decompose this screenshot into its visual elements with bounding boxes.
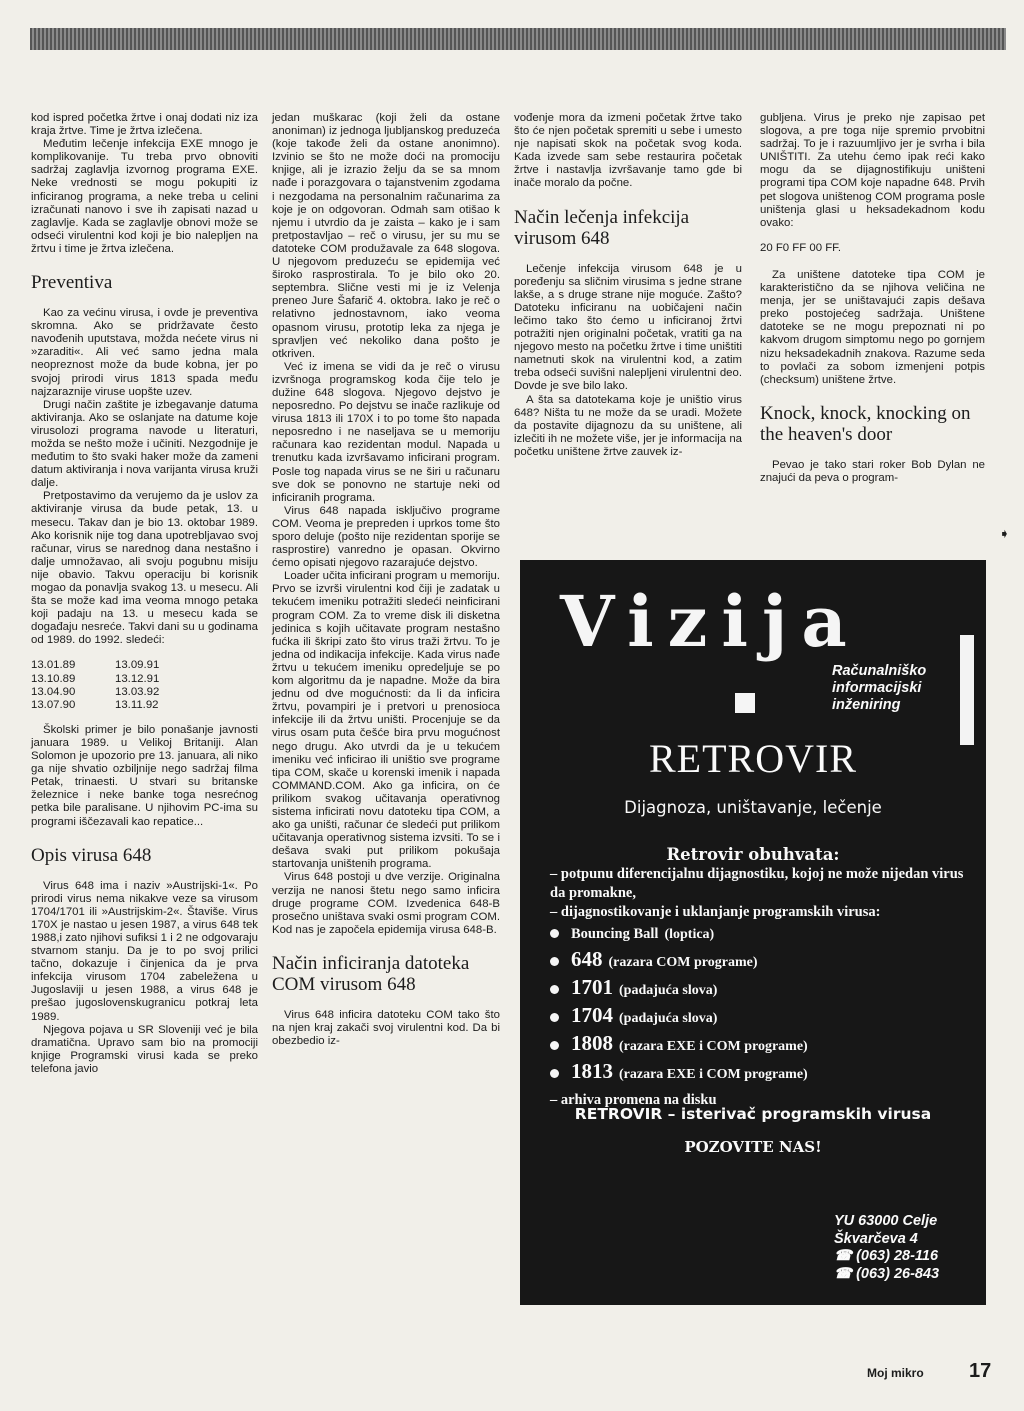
date-cell: 13.12.91 <box>115 672 160 685</box>
heading-nacin-inficiranja: Način inficiranja datoteka COM virusom 648 <box>272 952 470 995</box>
virus-name: 1701 <box>571 975 613 999</box>
company-tagline <box>832 663 926 714</box>
date-cell: 13.01.89 <box>31 659 76 672</box>
paragraph: Virus 648 postoji u dve verzije. Originalna verzija ne nanosi štetu nego samo inficira druge programe COM. Izvedenica 648-B prosečno uništava svaki osmi program COM. Kod nas je započela epidemija virusa 648-B. <box>272 871 500 936</box>
date-cell: 13.10.89 <box>31 672 76 685</box>
phone-line: ☎ (063) 26-843 <box>834 1265 940 1282</box>
call-to-action: POZOVITE NAS! <box>684 1138 822 1156</box>
virus-note: (razara COM programe) <box>608 955 758 970</box>
features-list <box>550 865 970 1110</box>
ad-slogan: RETROVIR – isterivač programskih virusa <box>574 1105 932 1123</box>
tagline-line: informacijski <box>832 680 922 696</box>
paragraph: Virus 648 ima i naziv »Austrijski-1«. Po prirodi virus nema nikakve veze sa virusom 1704/1701 ili »Austrijskim-2«. Štaviše. Virus 170X je nastao u jesen 1987, a virus 648 tek 1988,i zato njihovi sufiksi 1 i 2 ne odgovaraju stvarnom stanju. Da je to po svoj prilici tačno, dokazuje i činjenica da je prva infekcija virusom 1704 zabeležena u Jugoslaviji u jesen 1988, a virus 648 je prešao jugoslovenskugranicu potkraj leta 1989. <box>31 879 258 1023</box>
paragraph: vođenje mora da izmeni početak žrtve tako što će njen početak spremiti u sebe i umesto nje napisati skok na početak svog koda. Kada izvede sam sebe restaurira početak žrtve i nastavlja izvršavanje tamo gde bi inače moralo da počne. <box>514 112 742 190</box>
heading-knock-knock: Knock, knock, knocking on the heaven's door <box>760 402 971 445</box>
virus-bullet <box>550 1031 970 1059</box>
feature-line: – potpunu diferencijalnu dijagnostiku, kojoj ne može nijedan virus da promakne, <box>550 866 964 901</box>
bullet-dot-icon <box>550 1041 559 1050</box>
virus-bullet <box>550 1003 970 1031</box>
date-cell: 13.04.90 <box>31 685 76 698</box>
feature-line: – arhiva promena na disku <box>550 1092 717 1108</box>
tagline-line: Računalniško <box>832 663 927 679</box>
phone-line: ☎ (063) 28-116 <box>834 1248 939 1264</box>
virus-name: 1808 <box>571 1031 613 1055</box>
virus-note: (padajuća slova) <box>619 1011 718 1026</box>
bullet-dot-icon <box>550 929 559 938</box>
paragraph: Školski primer je bilo ponašanje javnosti januara 1989. u Velikoj Britaniji. Alan Solomon je upozorio pre 13. januara, ali niko ga nije shvatio ozbiljnije nego sadržaj filma Petak, trinaesti. U stvari su britanske železnice i neke banke toga nesrećnog petka bile paralisane. U njihovim PC-ima su programi iščezavali kao repatice... <box>31 723 258 828</box>
date-cell: 13.09.91 <box>115 659 160 672</box>
dates-table <box>31 659 258 711</box>
paragraph: Za uništene datoteke tipa COM je karakteristično da se njihova veličina ne menja, jer se uništavajući zapis dešava preko postojećeg sadržaja. Uništene datoteke se ne mogu prepoznati ni po kakvom drugom simptomu nego po gornjem nizu heksadekadnih znakova. Razume seda to povlači za sobom izmenjeni potpis (checksum) uništene žrtve. <box>760 268 985 386</box>
paragraph: Pretpostavimo da verujemo da je uslov za aktiviranje virusa da bude petak, 13. u mesecu. Takav dan je bio 13. oktobar 1989. Ako korisnik nije tog dana upotrebljavao svoj računar, virus se narednog dana nestašno i dalje umnožavao, ali svoju pogubnu misiju nije obavio. Takvu operaciju bi korisnik mogao da ponavlja svakog 13. u mesecu. Ali šta se može kad ima veoma mnogo petaka koji padaju na 13. u mesecu kada se događaju nesreće. Takvi dani su u godinama od 1989. do 1992. sledeći: <box>31 490 258 647</box>
virus-bullet <box>550 922 970 947</box>
virus-note: (razara EXE i COM programe) <box>619 1067 808 1082</box>
column-4 <box>760 112 985 485</box>
virus-note: (razara EXE i COM programe) <box>619 1039 808 1054</box>
bullet-dot-icon <box>550 957 559 966</box>
paragraph: Pevao je tako stari roker Bob Dylan ne znajući da peva o program- <box>760 458 985 484</box>
paragraph: Virus 648 inficira datoteku COM tako što na njen kraj zakači svoj virulentni kod. Da bi obezbedio iz- <box>272 1008 500 1048</box>
covers-title: Retrovir obuhvata: <box>666 845 840 864</box>
address-line: YU 63000 Celje <box>834 1213 938 1229</box>
logo-square-decoration <box>735 693 755 713</box>
continue-arrow-icon: ➧ <box>999 526 1010 541</box>
paragraph: Već iz imena se vidi da je reč o virusu izvršnoga programskog koda čije telo je dužine 648 slogova. Njegovo dejstvo je neposredno. Po dejstvu se inače razlikuje od virusa 1813 ili 170X i to po tome što napada neposredno i ne naseljava se u memoriju računara kao rezidentan modul. Napada u trenutku kada izvršavamo inficirani program. Posle tog napada virus se ne širi u računaru sve dok se ponovno ne startuje neki od inficiranih programa. <box>272 360 500 504</box>
column-1 <box>31 112 258 1076</box>
paragraph: Lečenje infekcija virusom 648 je u poređenju sa sličnim virusima s jedne strane lakše, a s druge strane nije moguće. Zašto? Datoteku inficiranu na uobičajeni način lečimo tako što ćemo u inficiranoj žrtvi potražiti njen originalni početak, vratiti ga na njegovo mesto na početku žrtve i time uništiti nametnuti skok na virulentni kod, a zatim treba odseći suvišni nalepljeni virulentni deo. Dovde je sve bilo lako. <box>514 262 742 393</box>
product-subtitle: Dijagnoza, uništavanje, lečenje <box>624 798 882 817</box>
date-cell: 13.07.90 <box>31 698 76 711</box>
product-name: RETROVIR <box>649 736 857 781</box>
bullet-dot-icon <box>550 1013 559 1022</box>
virus-bullet <box>550 1059 970 1087</box>
address-line: Škvarčeva 4 <box>834 1230 918 1247</box>
virus-name: 648 <box>571 947 603 971</box>
paragraph: jedan muškarac (koji želi da ostane anoniman) iz jednoga ljubljanskog preduzeća (koje takođe želi da ostane anonimno). Izvinio se što ne može doći na promociju knjige, ali je izrazio želju da se sa mnom nađe i porazgovara o tajanstvenim zgodama i nezgodama na personalnim računarima za koje je on odgovoran. Odmah sam otišao k njemu i utvrdio da je zaista – kako je i sam pretpostavljao – reč o virusu, jer su mu se datoteke COM produžavale za 648 slogova. U njegovom preduzeću se epidemija već široko rasprostirala. To je bilo oko 20. septembra. Slične vesti mi je iz Velenja preneo Jure Šafarič 4. oktobra. Iako je reč o relativno jednostavnom, iako veoma opasnom virusu, prototip leka za njega je spravljen već nekoliko dana pošto je otkriven. <box>272 112 500 360</box>
contact-address <box>834 1213 939 1283</box>
bullet-dot-icon <box>550 985 559 994</box>
paragraph: Loader učita inficirani program u memoriju. Prvo se izvrši virulentni kod čiji je zadatak u tekućem imeniku potražiti sledeći neinficirani program COM. Za to vreme disk ili disketna jedinica s kojih učitavate program nestašno fućka ili škripi zato što virus traži žrtvu. To je jedna od indikacija infekcije. Kada virus nađe žrtvu u tekućem imeniku opredeljuje se po kom algoritmu da je napadne. Može da bira jednu od dve mogućnosti: da li da inficira žrtvu, povampiri je i pretvori u prenosioca infekcije ili da žrtvu uništi. Procenjuje se da virus osam puta češće bira prvu mogućnost nego drugu. Ako utvrdi da je u tekućem imeniku već inficirao ili uništio sve programe tipa COM, skače u korenski imenik i napada COMMAND.COM. Ako ga inficira, on će prilikom svakog učitavanja operativnog sistema inficirati novu datoteku tipa COM, a ako ga uništi, računar će sledeći put prilikom učitavanja operativnog sistema izvsiti. To se i dešava svaki put prilikom pokušaja startovanja uništenih programa. <box>272 570 500 871</box>
virus-note: (padajuća slova) <box>619 983 718 998</box>
top-rule-bar <box>30 28 1006 50</box>
heading-nacin-lecenja: Način lečenja infekcija virusom 648 <box>514 206 690 249</box>
logo-bar-decoration <box>960 635 974 745</box>
virus-bullet <box>550 975 970 1003</box>
hex-code: 20 F0 FF 00 FF. <box>760 241 842 254</box>
paragraph: Drugi način zaštite je izbegavanje datuma aktiviranja. Ako se oslanjate na datume koje virusolozi programa navode u literaturi, možda se nešto može i učiniti. Nezgodnije je međutim to što svaki haker može da zameni datum aktiviranja i nova varijanta virusa kruži dalje. <box>31 398 258 490</box>
retrovir-advertisement <box>520 560 986 1305</box>
virus-name: 1813 <box>571 1059 613 1083</box>
bullet-dot-icon <box>550 1069 559 1078</box>
paragraph: Međutim lečenje infekcija EXE mnogo je komplikovanije. Tu treba prvo obnoviti sadržaj zaglavlja izvornog programa EXE. Neke vrednosti se mogu pokupiti iz inficiranog programa, a neke treba u celini izračunati nanovo i sve ih zapisati nazad u zaglavlje. Kada se zaglavlje obnovi može se odseći virulentni kod koji je bio nalepljen na žrtvu i time je žrtva izlečena. <box>31 138 258 255</box>
virus-bullet <box>550 947 970 975</box>
virus-name: Bouncing Ball <box>571 926 659 942</box>
paragraph: A šta sa datotekama koje je uništio virus 648? Ništa tu ne može da se uradi. Možete da postavite dijagnozu da su uništene, ali izlečiti ih ne možete više, jer je informacija na početku uništene žrtve zauvek iz- <box>514 393 742 458</box>
paragraph: Virus 648 napada isključivo programe COM. Veoma je prepreden i uprkos tome što sporo deluje (pošto nije rezidentan sporije se rasprostire) vanredno je opasan. Okvirno ćemo opisati njegovo razarajuće dejstvo. <box>272 504 500 570</box>
feature-line: – dijagnostikovanje i uklanjanje programskih virusa: <box>550 904 881 920</box>
paragraph: gubljena. Virus je preko nje zapisao pet slogova, a pre toga nije spremio prvobitni sadržaj. To je i razuumljivo jer je svrha i bila UNIŠTITI. Za utehu ćemo ipak reći kako mogu da se dijagnostifikuju uništeni programi tipa COM koje napadne 648. Prvih pet slogova uništenog COM programa posle uništenja glasi u heksadekadnom kodu ovako: <box>760 112 985 229</box>
date-cell: 13.11.92 <box>115 698 159 711</box>
heading-opis-virusa: Opis virusa 648 <box>31 844 152 866</box>
magazine-name: Moj mikro <box>867 1366 924 1380</box>
paragraph: Kao za većinu virusa, i ovde je preventiva skromna. Ako se pridržavate često navođenih uputstava, možda nećete virus ni »zaraditi«. Ali već samo jedna mala neopreznost može da bude kobna, jer po svojoj prirodi virus 1813 spada među najzaraznije viruse uopšte uzev. <box>31 307 258 398</box>
virus-name: 1704 <box>571 1003 613 1027</box>
heading-preventiva: Preventiva <box>31 272 113 294</box>
virus-note: (loptica) <box>664 927 715 942</box>
tagline-line: inženiring <box>832 697 901 713</box>
paragraph: kod ispred početka žrtve i onaj dodati niz iza kraja žrtve. Time je žrtva izlečena. <box>31 112 258 138</box>
page-number: 17 <box>969 1360 992 1382</box>
column-2 <box>272 112 500 1048</box>
vizija-logo: Vizija <box>560 580 861 663</box>
paragraph: Njegova pojava u SR Sloveniji već je bila dramatična. Upravo sam bio na promociji knjige Programski virusi kada se preko telefona javio <box>31 1023 258 1075</box>
column-3 <box>514 112 742 459</box>
date-cell: 13.03.92 <box>115 685 160 698</box>
